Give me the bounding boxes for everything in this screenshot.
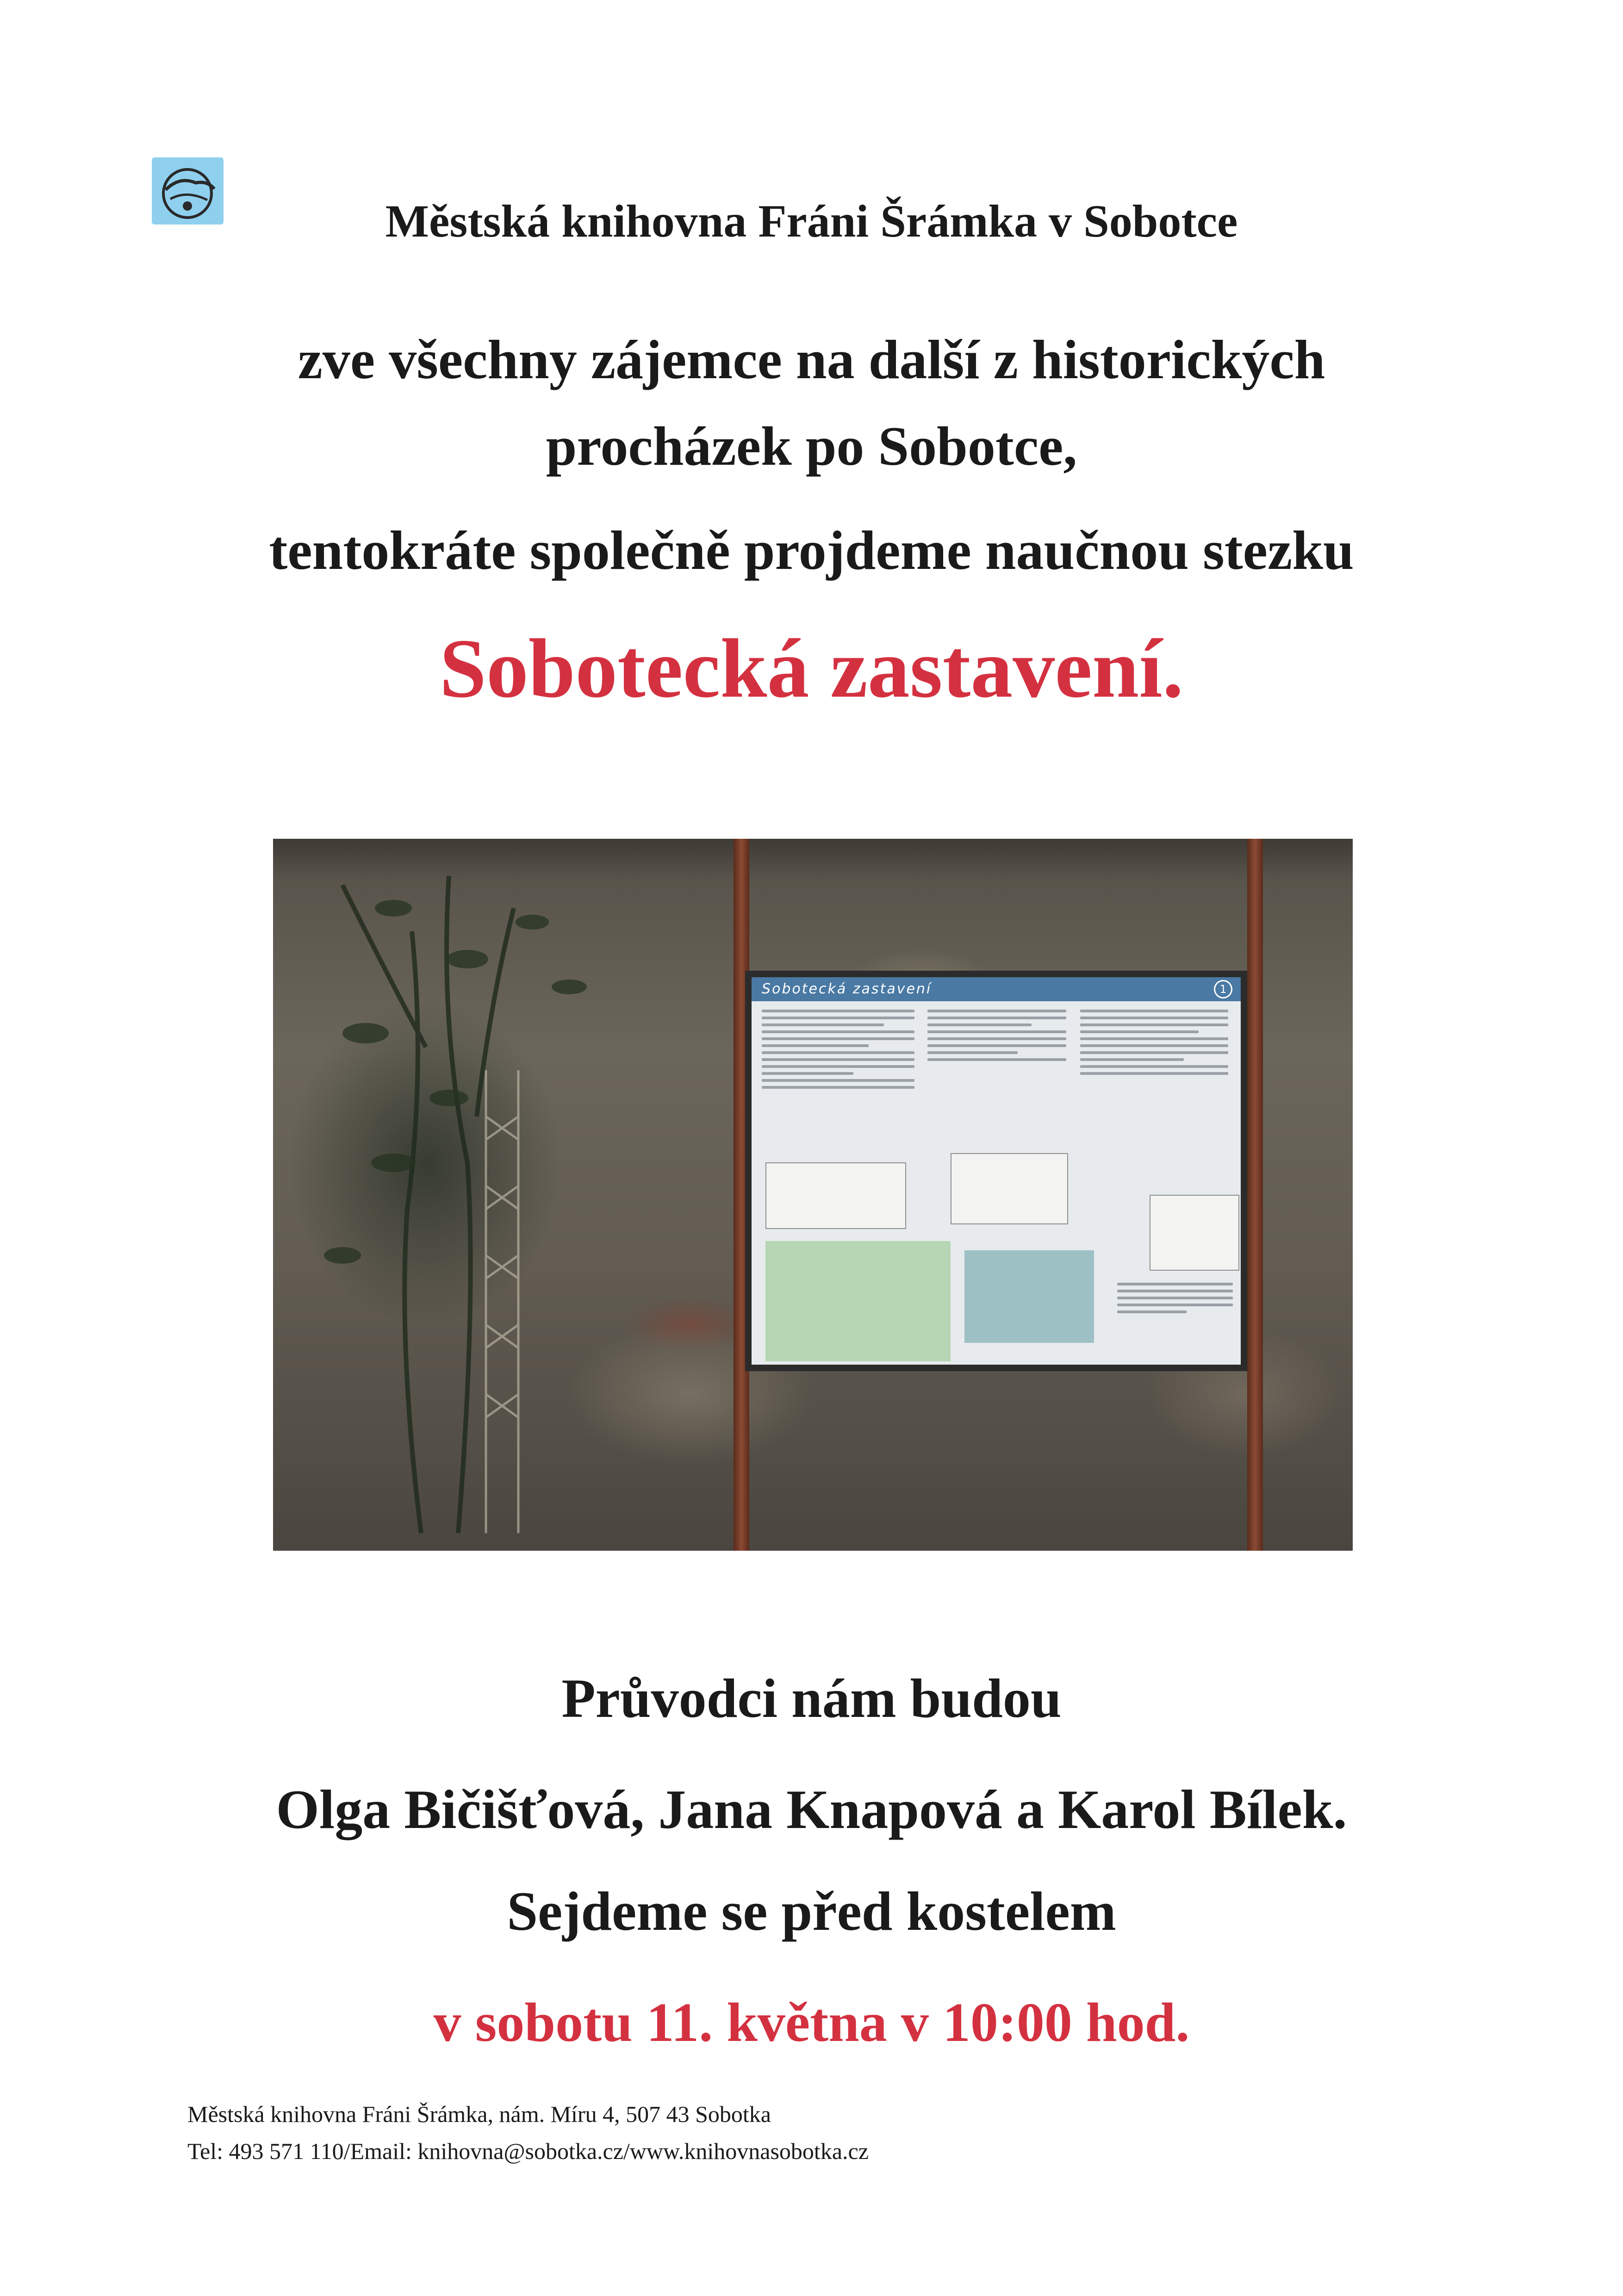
board-post-right bbox=[1247, 839, 1263, 1551]
board-number: 1 bbox=[1214, 980, 1232, 998]
invitation-line-3: tentokráte společně projdeme naučnou stezku bbox=[269, 519, 1354, 581]
board-text-column-2 bbox=[927, 1010, 1066, 1065]
footer-contact: Tel: 493 571 110/Email: knihovna@sobotka.cz/www.knihovnasobotka.cz bbox=[187, 2138, 869, 2164]
board-text-column-3 bbox=[1080, 1010, 1228, 1079]
board-sketch-building bbox=[951, 1153, 1068, 1224]
library-name: Městská knihovna Fráni Šrámka v Sobotce bbox=[385, 195, 1238, 247]
board-map-town bbox=[765, 1241, 951, 1361]
board-sketch-church bbox=[765, 1162, 906, 1229]
board-sketch-street bbox=[1150, 1195, 1239, 1271]
board-header bbox=[752, 977, 1241, 1001]
board-title: Sobotecká zastavení bbox=[762, 981, 932, 997]
meeting-place: Sejdeme se před kostelem bbox=[507, 1880, 1116, 1942]
invitation-line-2: procházek po Sobotce, bbox=[546, 415, 1077, 477]
info-board bbox=[745, 971, 1247, 1371]
trail-board-photo bbox=[273, 839, 1353, 1551]
board-map-detail bbox=[964, 1250, 1094, 1343]
guides-names: Olga Bičišťová, Jana Knapová a Karol Bílek. bbox=[276, 1778, 1347, 1840]
footer-address: Městská knihovna Fráni Šrámka, nám. Míru 4, 507 43 Sobotka bbox=[187, 2101, 771, 2127]
board-text-column-1 bbox=[762, 1010, 914, 1093]
invitation-line-1: zve všechny zájemce na další z historických bbox=[298, 329, 1325, 390]
event-date-time: v sobotu 11. května v 10:00 hod. bbox=[433, 1991, 1190, 2053]
guides-intro: Průvodci nám budou bbox=[561, 1667, 1062, 1729]
board-legend bbox=[1117, 1283, 1233, 1317]
trail-title: Sobotecká zastavení. bbox=[439, 622, 1184, 715]
